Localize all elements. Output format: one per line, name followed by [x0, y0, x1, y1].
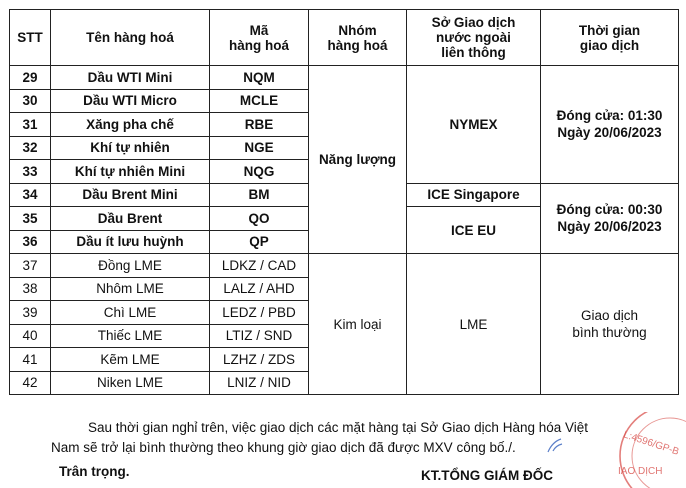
- time-ice: [541, 183, 679, 254]
- header-group-line1: Nhóm: [338, 22, 377, 38]
- row-name: Chì LME: [51, 301, 210, 325]
- seal-text-line2: IAO DỊCH: [618, 466, 663, 477]
- header-exchange-line2: nước ngoài: [436, 30, 511, 45]
- row-stt: 40: [10, 324, 51, 348]
- header-code: [210, 10, 309, 66]
- row-code: NGE: [210, 136, 309, 160]
- row-code: MCLE: [210, 89, 309, 113]
- row-name: Xăng pha chế: [51, 113, 210, 137]
- row-stt: 32: [10, 136, 51, 160]
- time-nymex-line2: Ngày 20/06/2023: [557, 125, 662, 141]
- exchange-ice-eu: ICE EU: [407, 207, 541, 254]
- time-ice-line2: Ngày 20/06/2023: [557, 219, 662, 235]
- group-energy: Năng lượng: [309, 66, 407, 254]
- row-code: NQM: [210, 66, 309, 90]
- header-group-line2: hàng hoá: [327, 37, 388, 53]
- row-code: LTIZ / SND: [210, 324, 309, 348]
- row-name: Đồng LME: [51, 254, 210, 278]
- row-stt: 41: [10, 348, 51, 372]
- time-lme: [541, 254, 679, 395]
- row-stt: 38: [10, 277, 51, 301]
- row-name: Dầu WTI Mini: [51, 66, 210, 90]
- table-row: [10, 254, 679, 278]
- row-code: LEDZ / PBD: [210, 301, 309, 325]
- header-exchange-line1: Sở Giao dịch: [431, 15, 516, 30]
- header-exchange: [407, 10, 541, 66]
- header-exchange-line3: liên thông: [441, 45, 506, 60]
- exchange-nymex: NYMEX: [407, 66, 541, 184]
- row-name: Niken LME: [51, 371, 210, 395]
- header-stt: STT: [10, 10, 51, 66]
- row-stt: 42: [10, 371, 51, 395]
- row-name: Dầu Brent: [51, 207, 210, 231]
- row-stt: 30: [10, 89, 51, 113]
- signer-title: KT.TỔNG GIÁM ĐỐC: [421, 468, 553, 483]
- trading-schedule-table: [9, 9, 679, 395]
- row-code: LNIZ / NID: [210, 371, 309, 395]
- closing-paragraph-line2: Nam sẽ trở lại bình thường theo khung giờ giao dịch đã được MXV công bố./.: [51, 440, 516, 455]
- row-code: LDKZ / CAD: [210, 254, 309, 278]
- time-nymex: [541, 66, 679, 184]
- header-time: [541, 10, 679, 66]
- row-stt: 39: [10, 301, 51, 325]
- header-code-line2: hàng hoá: [229, 37, 289, 53]
- row-stt: 37: [10, 254, 51, 278]
- header-time-line2: giao dịch: [579, 37, 640, 53]
- row-name: Khí tự nhiên: [51, 136, 210, 160]
- row-name: Khí tự nhiên Mini: [51, 160, 210, 184]
- row-name: Dầu WTI Micro: [51, 89, 210, 113]
- row-name: Nhôm LME: [51, 277, 210, 301]
- company-seal-icon: [608, 412, 686, 488]
- row-stt: 33: [10, 160, 51, 184]
- row-name: Kẽm LME: [51, 348, 210, 372]
- time-lme-line2: bình thường: [572, 325, 647, 340]
- row-name: Dầu Brent Mini: [51, 183, 210, 207]
- seal-text-line1: L:4596/GP-B: [621, 429, 681, 458]
- table-header-row: [10, 10, 679, 66]
- header-time-line1: Thời gian: [578, 22, 641, 38]
- header-name: Tên hàng hoá: [51, 10, 210, 66]
- initials-mark-icon: [545, 437, 565, 457]
- row-stt: 31: [10, 113, 51, 137]
- row-stt: 35: [10, 207, 51, 231]
- exchange-lme: LME: [407, 254, 541, 395]
- row-code: QO: [210, 207, 309, 231]
- row-stt: 36: [10, 230, 51, 254]
- row-code: LALZ / AHD: [210, 277, 309, 301]
- row-code: NQG: [210, 160, 309, 184]
- regards-text: Trân trọng.: [59, 464, 130, 479]
- row-code: BM: [210, 183, 309, 207]
- time-ice-line1: Đóng cửa: 00:30: [556, 202, 663, 218]
- time-lme-line1: Giao dịch: [580, 308, 639, 323]
- header-code-line1: Mã: [249, 22, 269, 38]
- header-group: [309, 10, 407, 66]
- row-stt: 34: [10, 183, 51, 207]
- row-code: QP: [210, 230, 309, 254]
- closing-paragraph-line1: Sau thời gian nghỉ trên, việc giao dịch các mặt hàng tại Sở Giao dịch Hàng hóa Việt: [88, 420, 589, 435]
- row-code: LZHZ / ZDS: [210, 348, 309, 372]
- row-code: RBE: [210, 113, 309, 137]
- table-row: [10, 66, 679, 90]
- exchange-ice-singapore: ICE Singapore: [407, 183, 541, 207]
- time-nymex-line1: Đóng cửa: 01:30: [556, 108, 663, 124]
- row-name: Thiếc LME: [51, 324, 210, 348]
- trading-schedule-table-wrapper: [9, 9, 679, 395]
- row-stt: 29: [10, 66, 51, 90]
- group-metal: Kim loại: [309, 254, 407, 395]
- row-name: Dầu ít lưu huỳnh: [51, 230, 210, 254]
